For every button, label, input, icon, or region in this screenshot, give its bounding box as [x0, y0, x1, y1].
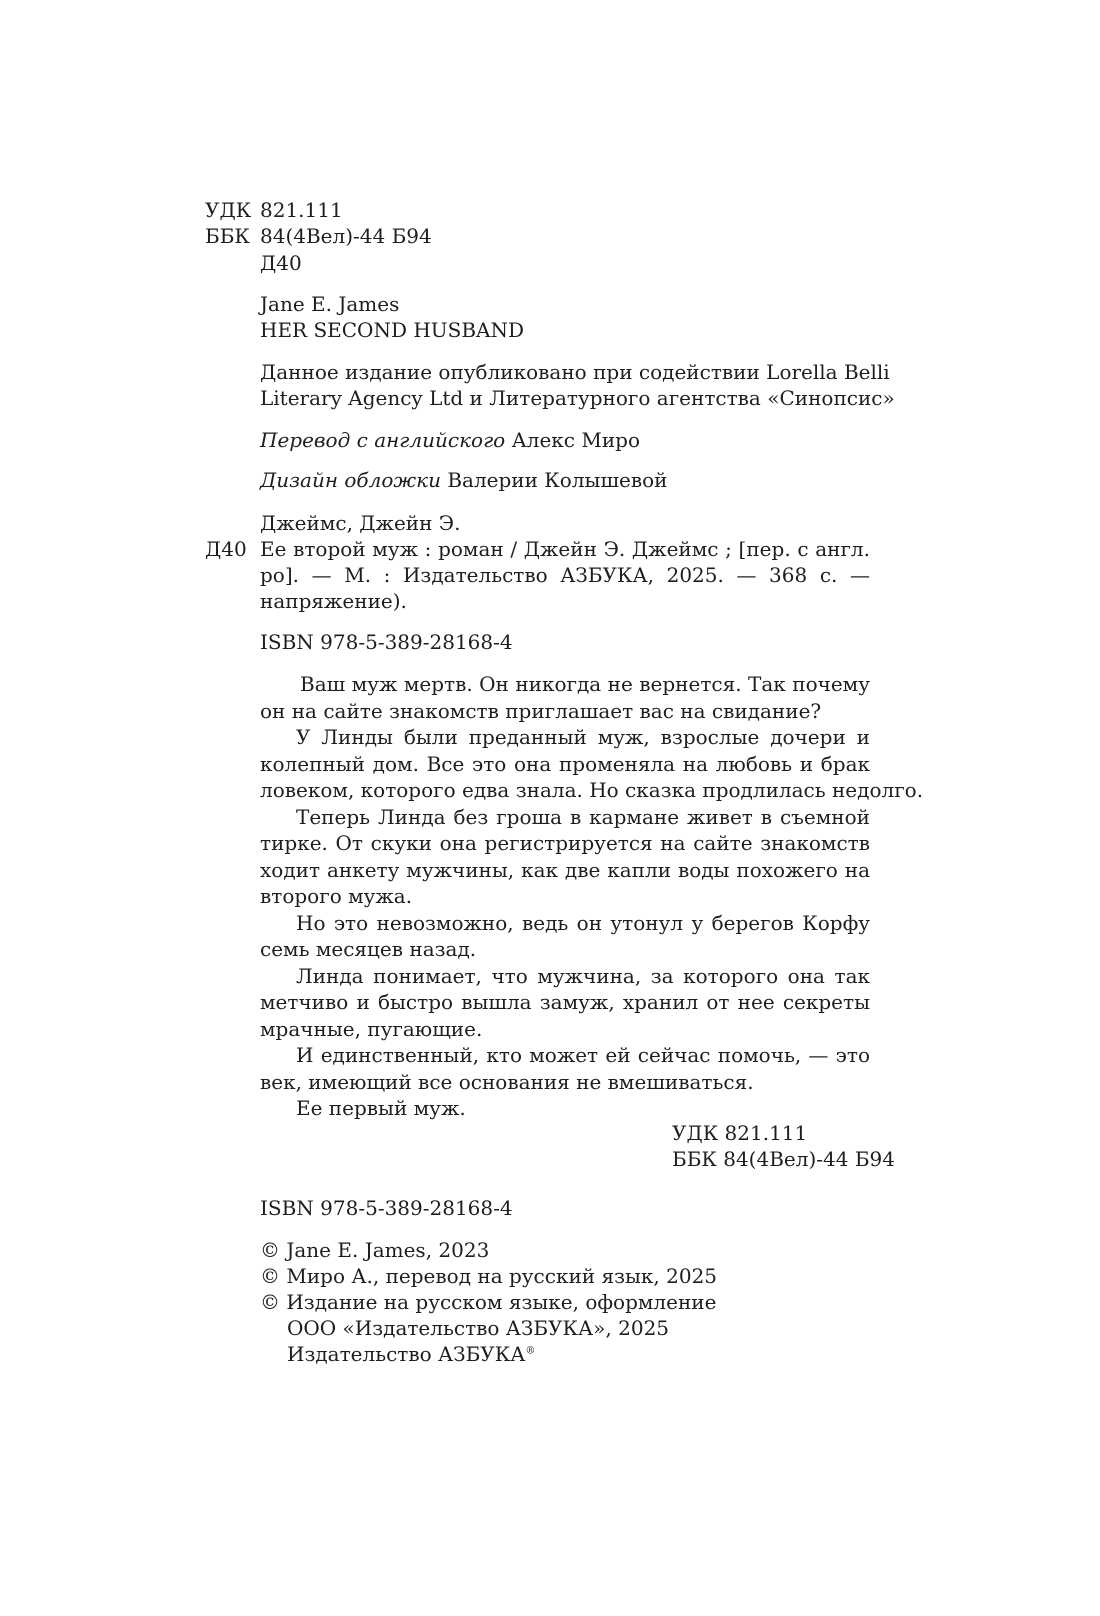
translation-label: Перевод с английского [260, 428, 506, 452]
udk-label: УДК [205, 198, 252, 222]
agency-note-line2: Literary Agency Ltd и Литературного агентства «Синопсис» [260, 386, 895, 410]
copyright-line: ООО «Издательство АЗБУКА», 2025 [287, 1316, 670, 1340]
catalog-line: ро]. — М. : Издательство АЗБУКА, 2025. — 368 с. — [260, 563, 870, 587]
annotation-line: колепный дом. Все это она променяла на любовь и брак [260, 751, 870, 776]
registered-mark: ® [525, 1345, 536, 1357]
annotation-line: Линда понимает, что мужчина, за которого она так [296, 963, 870, 988]
annotation-line: У Линды были преданный муж, взрослые дочери и [296, 725, 870, 749]
cover-label: Дизайн обложки [260, 468, 441, 492]
annotation-line: тирке. От скуки она регистрируется на сайте знакомств [260, 831, 870, 855]
copyright-line: © Издание на русском языке, оформление [260, 1290, 717, 1314]
bbk-label: ББК [205, 224, 250, 248]
annotation-line: семь месяцев назад. [260, 937, 477, 961]
annotation-line: мрачные, пугающие. [260, 1016, 483, 1041]
isbn: ISBN 978-5-389-28168-4 [260, 1196, 513, 1220]
catalog-mark: Д40 [205, 537, 247, 561]
cover-credit [260, 467, 668, 494]
annotation-line: Но это невозможно, ведь он утонул у берегов Корфу [296, 910, 870, 935]
translator-name: Алекс Миро [511, 428, 640, 452]
agency-note-line1: Данное издание опубликовано при содействии Lorella Belli [260, 360, 890, 384]
copyright-line: © Миро А., перевод на русский язык, 2025 [260, 1264, 718, 1288]
annotation-line: Ваш муж мертв. Он никогда не вернется. Так почему [300, 672, 870, 696]
annotation-line: век, имеющий все основания не вмешиваться. [260, 1069, 754, 1094]
annotation-line: ходит анкету мужчины, как две капли воды похожего на [260, 857, 870, 882]
udk-line [205, 197, 343, 224]
annotation-line: Ее первый муж. [296, 1096, 466, 1120]
catalog-line: Ее второй муж : роман / Джейн Э. Джеймс ; [пер. с англ. [260, 537, 870, 561]
catalog-isbn: ISBN 978-5-389-28168-4 [260, 630, 513, 654]
annotation-line: второго мужа. [260, 884, 413, 908]
original-author: Jane E. James [260, 292, 400, 316]
cover-designer: Валерии Колышевой [447, 468, 668, 492]
catalog-author-heading: Джеймс, Джейн Э. [260, 511, 461, 535]
footer-bbk: ББК 84(4Вел)-44 Б94 [672, 1147, 895, 1171]
annotation-line: ловеком, которого едва знала. Но сказка продлилась недолго. [260, 778, 924, 802]
author-mark: Д40 [260, 251, 302, 275]
translation-credit [260, 427, 640, 454]
bbk-line [205, 223, 432, 250]
publisher-line [287, 1341, 535, 1368]
annotation-line: метчиво и быстро вышла замуж, хранил от нее секреты [260, 990, 870, 1014]
annotation-line: Теперь Линда без гроша в кармане живет в съемной [296, 804, 870, 829]
annotation-line: И единственный, кто может ей сейчас помочь, — это [296, 1043, 870, 1067]
original-title: HER SECOND HUSBAND [260, 318, 525, 342]
copyright-line: © Jane E. James, 2023 [260, 1238, 490, 1262]
publisher-name: Издательство АЗБУКА [287, 1342, 526, 1366]
annotation-line: он на сайте знакомств приглашает вас на свидание? [260, 698, 822, 723]
catalog-line: напряжение). [260, 589, 407, 613]
footer-udk: УДК 821.111 [672, 1121, 808, 1145]
udk-value: 821.111 [260, 198, 343, 222]
bbk-value: 84(4Вел)-44 Б94 [260, 224, 432, 248]
